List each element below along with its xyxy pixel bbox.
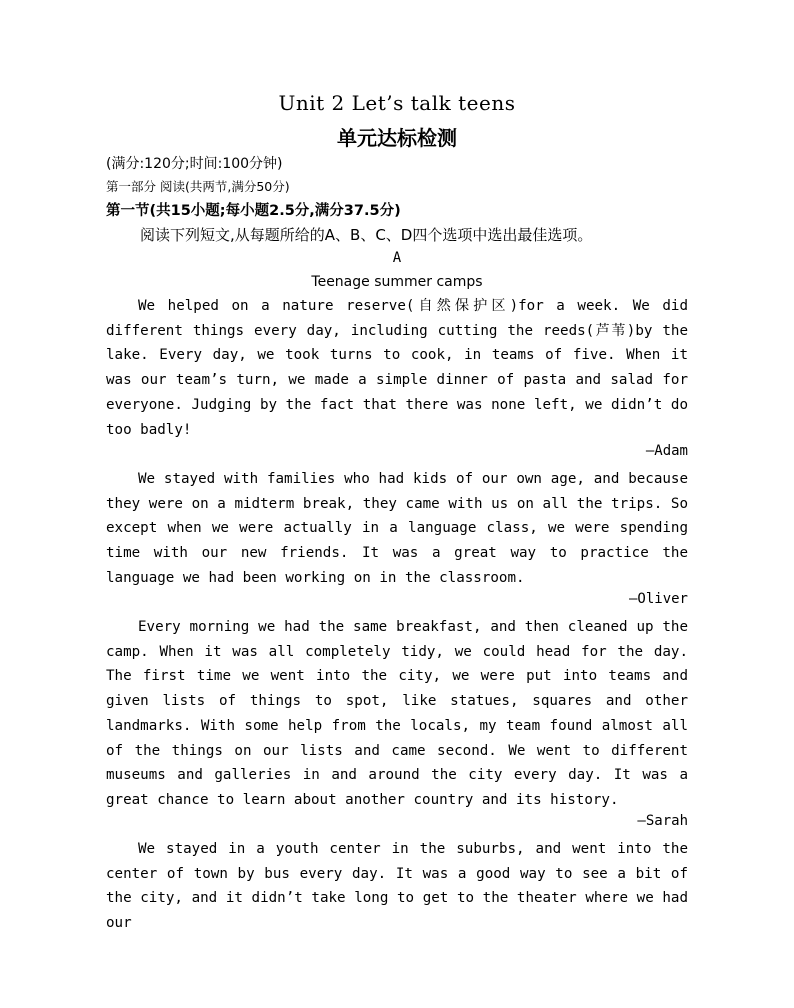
paragraph-fourth: We stayed in a youth center in the suburbs, and went into the center of town by bus every day. It was a good way to see a bit of the city, and it didn’t take long to get to the theater where we had our [106, 841, 688, 932]
paragraph-oliver: We stayed with families who had kids of our own age, and because they were on a midterm break, they came with us on all the trips. So except when we were actually in a language class, we were spending time with our new friends. It was a great way to practice the language we had been working on in the classroom. [106, 471, 688, 586]
unit-title: Unit 2 Let’s talk teens [278, 91, 516, 115]
author-adam: —Adam [645, 443, 688, 459]
paragraph-adam: We helped on a nature reserve(自然保护区)for a week. We did different things every day, including cutting the reeds(芦苇)by the lake. Every day, we took turns to cook, in teams of five. When it was our team’s turn, we made a simple dinner of pasta and salad for everyone. Judging by the fact that there was none left, we didn’t do too badly! [106, 298, 688, 438]
section-heading: 第一节(共15小题;每小题2.5分,满分37.5分) [106, 203, 401, 219]
instruction-text: 阅读下列短文,从每题所给的A、B、C、D四个选项中选出最佳选项。 [140, 226, 593, 244]
passage-letter: A [392, 250, 402, 266]
author-sarah: —Sarah [637, 813, 688, 829]
part-heading: 第一部分 阅读(共两节,满分50分) [106, 179, 290, 194]
score-time-info: (满分:120分;时间:100分钟) [106, 156, 283, 172]
unit-subtitle: 单元达标检测 [337, 126, 457, 150]
passage-title: Teenage summer camps [311, 274, 483, 290]
paragraph-sarah: Every morning we had the same breakfast, and then cleaned up the camp. When it was all completely tidy, we could head for the day. The first time we went into the city, we were put into teams and given lists of things to spot, like statues, squares and other landmarks. With some help from the locals, my team found almost all of the things on our lists and came second. We went to different museums and galleries in and around the city every day. It was a great chance to learn about another country and its history. [106, 619, 688, 808]
author-oliver: —Oliver [628, 591, 688, 607]
